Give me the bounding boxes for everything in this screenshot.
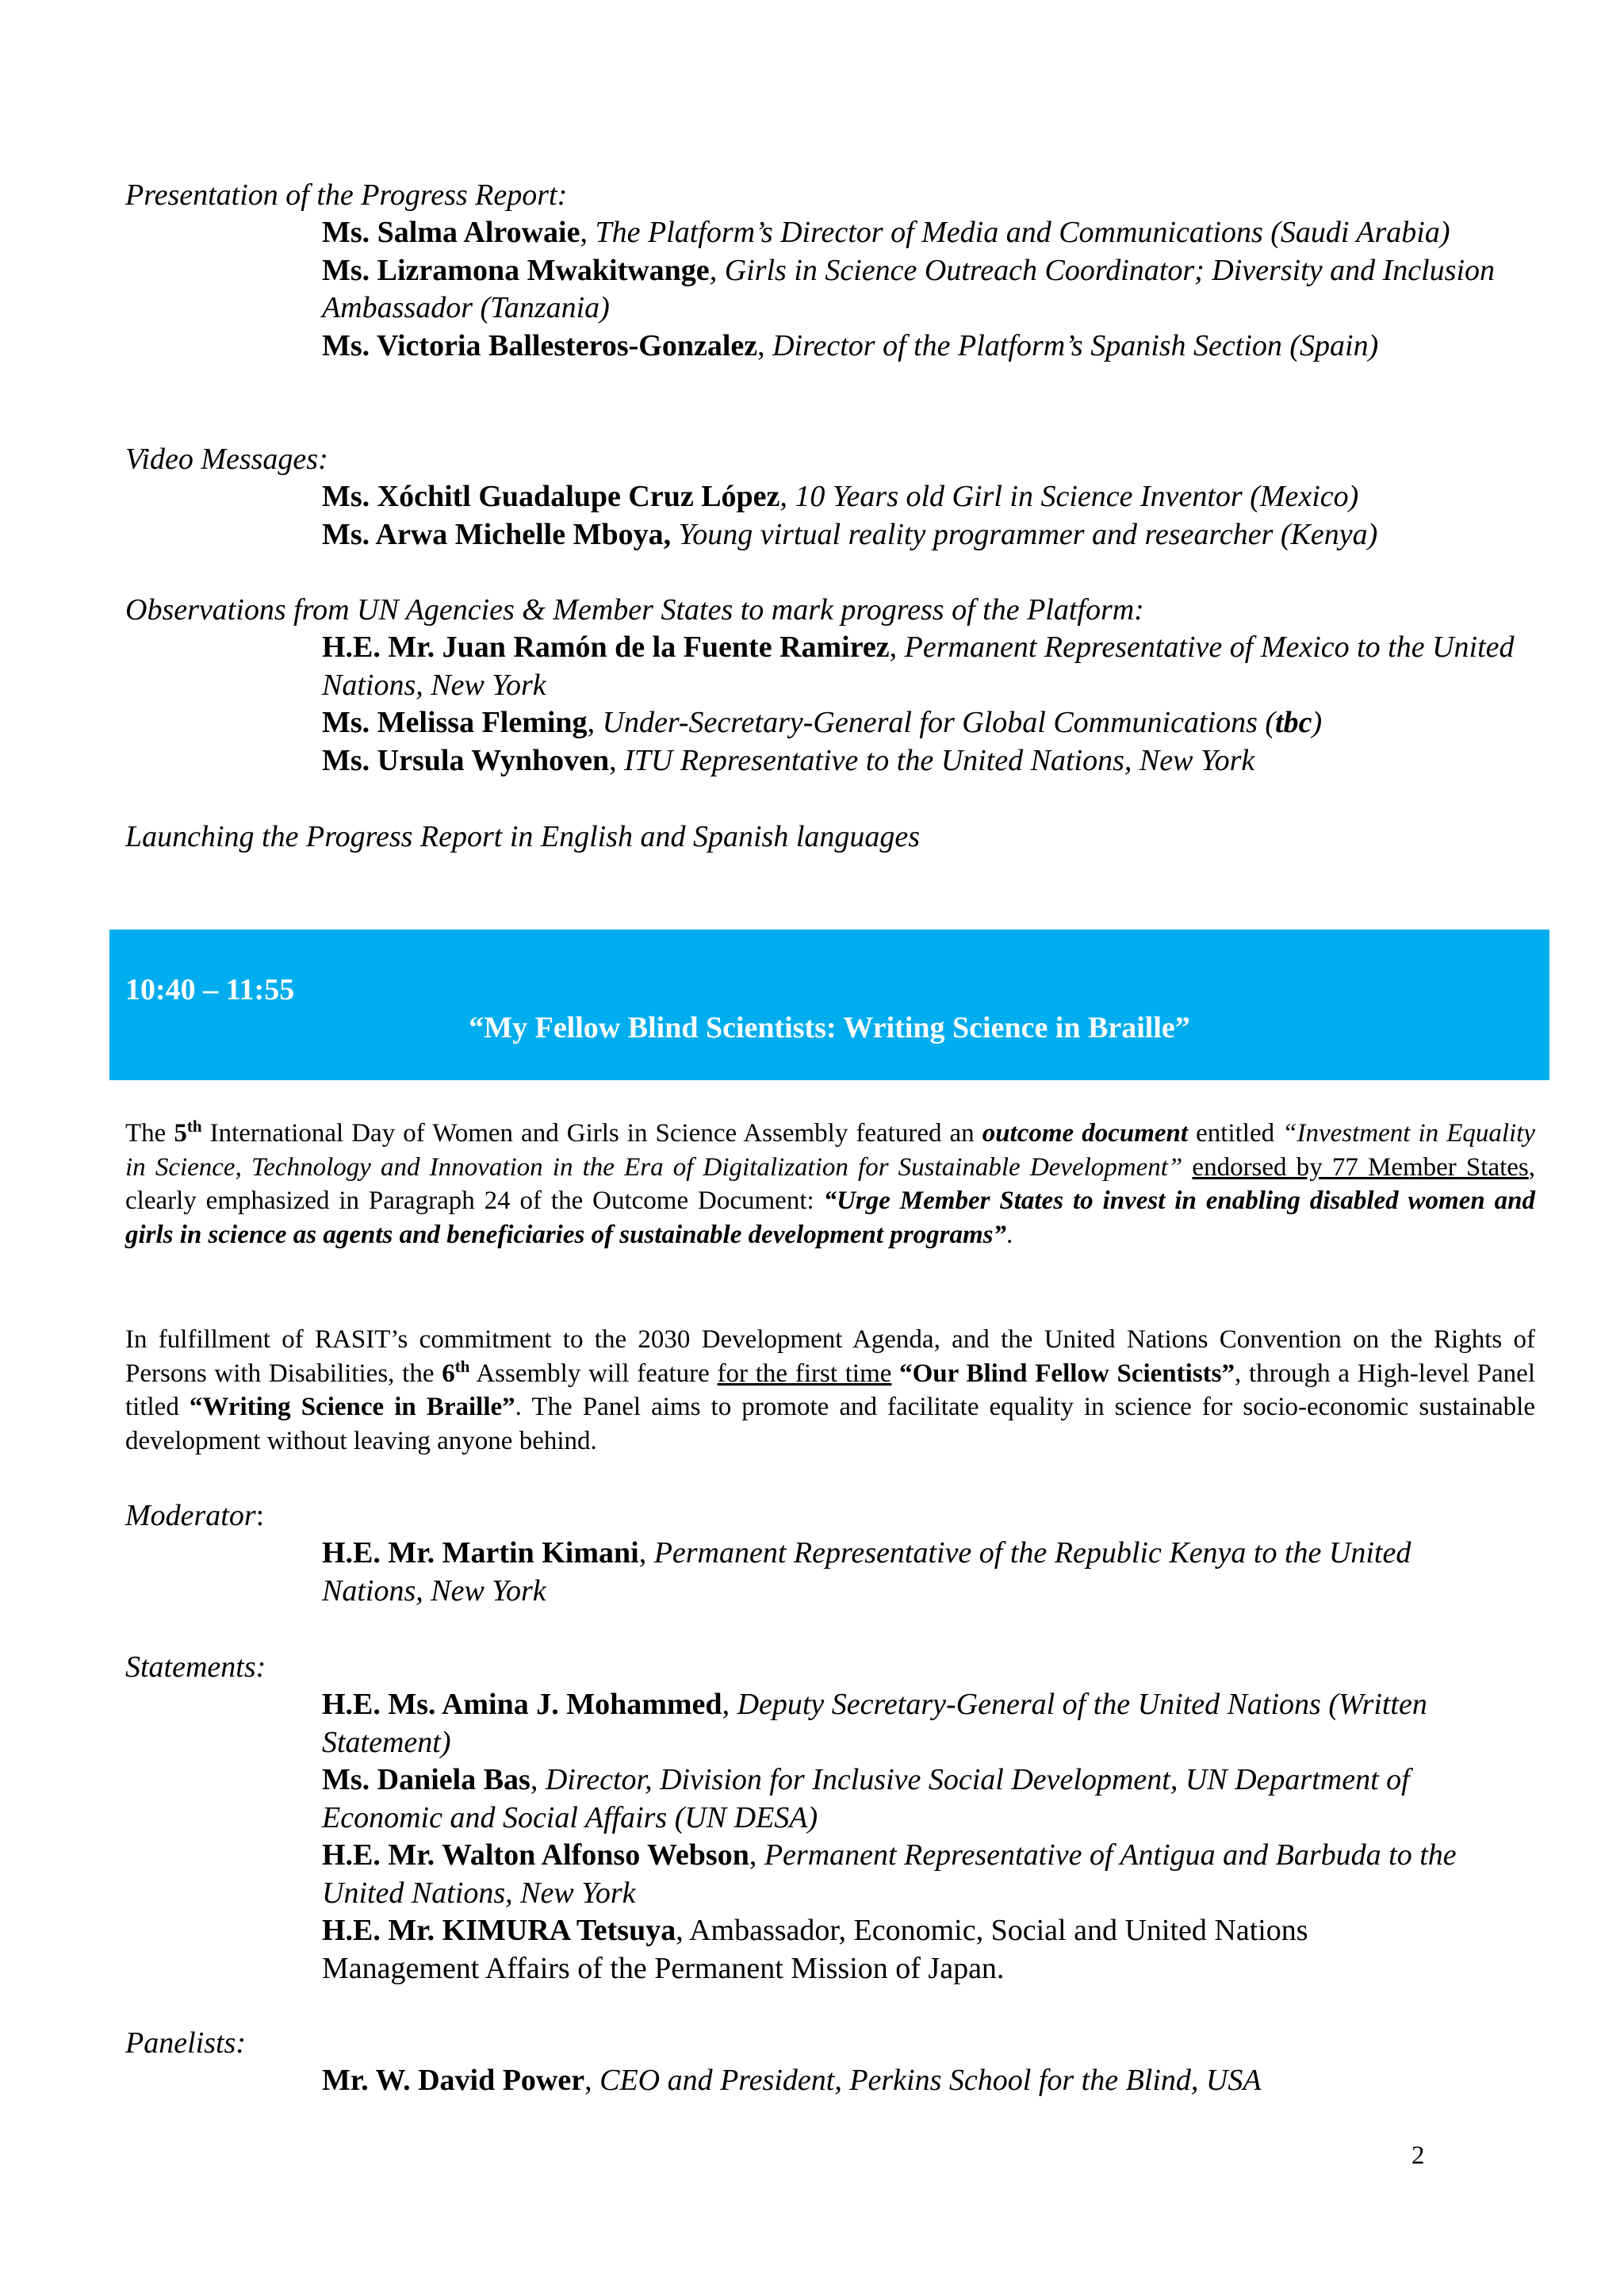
statements-entries bbox=[322, 1686, 1519, 1987]
fulfillment-paragraph bbox=[125, 1323, 1535, 1458]
ordinal-suffix: th bbox=[454, 1356, 470, 1376]
text-run: International Day of Women and Girls in Science Assembly featured an bbox=[201, 1119, 982, 1148]
session-title: “My Fellow Blind Scientists: Writing Science in Braille” bbox=[469, 1011, 1190, 1045]
speaker-entry bbox=[322, 1837, 1519, 1912]
outcome-document-emphasis: outcome document bbox=[982, 1119, 1189, 1148]
speaker-entry bbox=[322, 214, 1519, 252]
text-run: The bbox=[125, 1119, 174, 1148]
speaker-name: H.E. Mr. Walton Alfonso Webson bbox=[322, 1838, 749, 1872]
intro-paragraph bbox=[125, 1117, 1535, 1251]
separator: , bbox=[584, 2064, 600, 2097]
separator: , bbox=[638, 1536, 654, 1570]
speaker-entry bbox=[322, 742, 1519, 780]
separator: , bbox=[587, 706, 603, 739]
panelists-entries bbox=[322, 2062, 1519, 2100]
outcome-title: “Investment in Equality in Science, Technology and Innovation in the Era of Digitalization for Sustainable Development” bbox=[125, 1119, 1536, 1182]
text-run: entitled bbox=[1188, 1119, 1283, 1148]
speaker-role: Director of the Platform’s Spanish Section (Spain) bbox=[772, 328, 1379, 362]
speaker-role: 10 Years old Girl in Science Inventor (Mexico) bbox=[795, 480, 1359, 513]
text-run: In fulfillment of RASIT’s commitment to the 2030 Development Agenda, and the United Nations Convention on the Rights of Persons with Disabilities, the bbox=[125, 1325, 1535, 1388]
launch-line: Launching the Progress Report in English and Spanish languages bbox=[125, 820, 921, 853]
speaker-role: Young virtual reality programmer and researcher (Kenya) bbox=[678, 517, 1378, 551]
speaker-role: Girls in Science Outreach Coordinator; Diversity and Inclusion Ambassador (Tanzania) bbox=[322, 253, 1496, 324]
first-time-underline: for the first time bbox=[717, 1359, 892, 1388]
observations-label: Observations from UN Agencies & Member States to mark progress of the Platform: bbox=[125, 593, 1144, 627]
panelists-label: Panelists: bbox=[125, 2026, 246, 2060]
speaker-entry bbox=[322, 704, 1519, 742]
separator: , bbox=[889, 631, 905, 664]
speaker-entry bbox=[322, 1686, 1519, 1761]
speaker-role: Under-Secretary-General for Global Communications ( bbox=[602, 706, 1276, 739]
progress-report-label: Presentation of the Progress Report: bbox=[125, 178, 568, 212]
our-blind-fellow-scientists: “Our Blind Fellow Scientists” bbox=[899, 1359, 1235, 1388]
session-time: 10:40 – 11:55 bbox=[125, 973, 295, 1006]
moderator-label-text: Moderator bbox=[125, 1499, 256, 1532]
speaker-entry bbox=[322, 328, 1519, 366]
speaker-name: Ms. Ursula Wynhoven bbox=[322, 743, 610, 777]
speaker-name: Ms. Melissa Fleming bbox=[322, 706, 588, 739]
speaker-name: Ms. Victoria Ballesteros-Gonzalez bbox=[322, 328, 758, 362]
speaker-entry bbox=[322, 1535, 1432, 1610]
separator: , bbox=[757, 328, 773, 362]
text-run bbox=[891, 1359, 899, 1388]
speaker-role: ITU Representative to the United Nations, New York bbox=[624, 743, 1255, 777]
statements-label: Statements: bbox=[125, 1650, 266, 1684]
speaker-name: Ms. Arwa Michelle Mboya, bbox=[322, 517, 672, 551]
text-run: . The Panel aims to promote and facilitate equality in science for socio-economic sustainable development without leaving anyone behind. bbox=[125, 1393, 1535, 1455]
speaker-role: Ambassador, Economic, Social and United Nations Management Affairs of the Permanent Mission of Japan. bbox=[322, 1914, 1308, 1985]
separator: , bbox=[530, 1763, 546, 1796]
speaker-entry bbox=[322, 1761, 1519, 1837]
video-messages-entries bbox=[322, 478, 1519, 554]
role-end: ) bbox=[1312, 706, 1323, 739]
separator: , bbox=[676, 1914, 690, 1947]
video-messages-label: Video Messages: bbox=[125, 443, 328, 476]
text-run: . bbox=[1006, 1220, 1013, 1249]
text-run: , through a High-level Panel titled bbox=[125, 1359, 1535, 1421]
ordinal-number: 6 bbox=[442, 1359, 455, 1388]
text-run bbox=[1182, 1153, 1192, 1182]
speaker-role: Deputy Secretary-General of the United Nations (Written Statement) bbox=[322, 1688, 1427, 1759]
observations-entries bbox=[322, 629, 1519, 780]
text-run: Assembly will feature bbox=[469, 1359, 718, 1388]
speaker-name: Mr. W. David Power bbox=[322, 2064, 585, 2097]
paragraph-24-quote: “Urge Member States to invest in enabling disabled women and girls in science as agents and beneficiaries of sustainable development programs” bbox=[125, 1186, 1535, 1249]
writing-science-in-braille: “Writing Science in Braille” bbox=[189, 1393, 515, 1421]
separator: , bbox=[779, 480, 795, 513]
speaker-role: Director, Division for Inclusive Social Development, UN Department of Economic and Social Affairs (UN DESA) bbox=[322, 1763, 1410, 1834]
speaker-role: Permanent Representative of Mexico to the United Nations, New York bbox=[322, 631, 1515, 702]
speaker-role: CEO and President, Perkins School for the Blind, USA bbox=[599, 2064, 1262, 2097]
separator: , bbox=[749, 1838, 764, 1872]
speaker-name: H.E. Mr. Martin Kimani bbox=[322, 1536, 639, 1570]
progress-report-entries bbox=[322, 214, 1519, 365]
speaker-name: H.E. Mr. KIMURA Tetsuya bbox=[322, 1914, 676, 1947]
speaker-entry bbox=[322, 478, 1519, 516]
speaker-entry bbox=[322, 516, 1519, 554]
separator bbox=[671, 518, 679, 551]
speaker-name: Ms. Daniela Bas bbox=[322, 1763, 530, 1796]
separator: , bbox=[709, 253, 725, 287]
speaker-name: H.E. Ms. Amina J. Mohammed bbox=[322, 1688, 722, 1721]
speaker-name: Ms. Lizramona Mwakitwange bbox=[322, 253, 710, 287]
ordinal-number: 5 bbox=[174, 1119, 187, 1148]
speaker-name: Ms. Salma Alrowaie bbox=[322, 216, 580, 249]
tbc-marker: tbc bbox=[1275, 706, 1312, 739]
speaker-entry bbox=[322, 2062, 1519, 2100]
moderator-colon: : bbox=[255, 1499, 265, 1532]
speaker-role: Permanent Representative of Antigua and Barbuda to the United Nations, New York bbox=[322, 1838, 1457, 1910]
text-run: , clearly emphasized in Paragraph 24 of the Outcome Document: bbox=[125, 1152, 1535, 1215]
speaker-entry bbox=[322, 252, 1519, 328]
speaker-name: H.E. Mr. Juan Ramón de la Fuente Ramirez bbox=[322, 631, 890, 664]
speaker-entry bbox=[322, 629, 1519, 704]
separator: , bbox=[580, 216, 596, 249]
moderator-entries bbox=[322, 1535, 1432, 1610]
speaker-name: Ms. Xóchitl Guadalupe Cruz López bbox=[322, 480, 780, 513]
endorsed-underline: endorsed by 77 Member States bbox=[1192, 1152, 1529, 1182]
session-banner bbox=[109, 930, 1549, 1080]
moderator-label bbox=[125, 1497, 264, 1535]
separator: , bbox=[609, 743, 625, 777]
ordinal-suffix: th bbox=[186, 1117, 202, 1136]
page-number: 2 bbox=[1411, 2141, 1425, 2170]
separator: , bbox=[722, 1688, 737, 1721]
speaker-role: The Platform’s Director of Media and Communications (Saudi Arabia) bbox=[595, 216, 1450, 249]
speaker-entry bbox=[322, 1912, 1432, 1987]
speaker-role: Permanent Representative of the Republic Kenya to the United Nations, New York bbox=[322, 1536, 1411, 1608]
